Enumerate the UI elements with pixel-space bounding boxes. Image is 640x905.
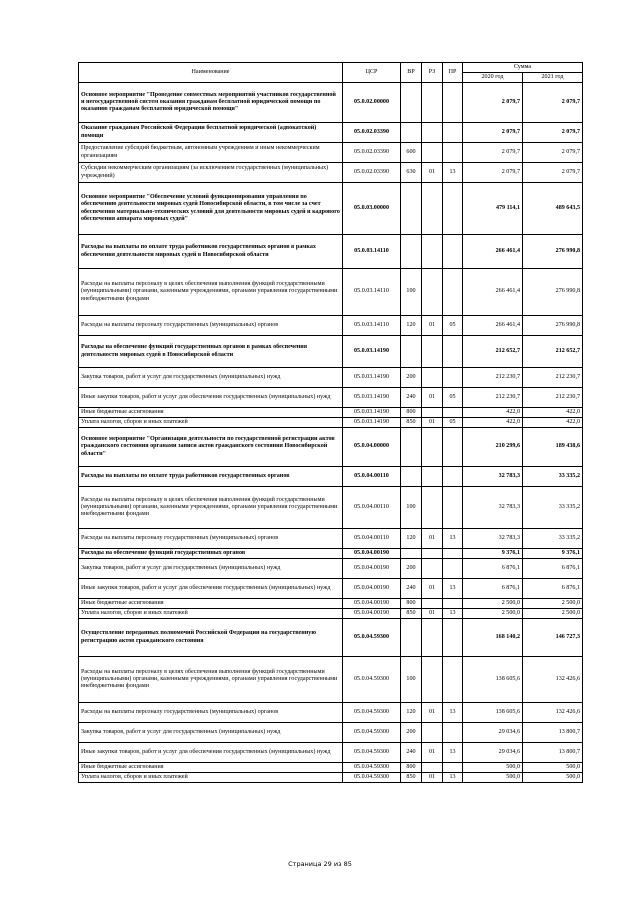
- table-row: [79, 703, 583, 723]
- cell-s2: 500,0: [523, 763, 583, 773]
- table-row: [79, 336, 583, 368]
- cell-s1: 138 605,6: [463, 703, 523, 723]
- cell-csr: 05.0.02.03390: [343, 163, 401, 183]
- cell-s1: 210 299,6: [463, 428, 523, 467]
- cell-s1: 32 783,3: [463, 529, 523, 549]
- cell-s2: 13 800,7: [523, 743, 583, 763]
- cell-s1: 2 500,0: [463, 599, 523, 609]
- cell-name: Расходы на обеспечение функций государственных органов в рамках обеспечения деятельности мировых судей в Новосибирской области: [79, 336, 343, 368]
- cell-vr: 850: [401, 773, 422, 783]
- cell-vr: 100: [401, 269, 422, 316]
- cell-s2: 276 990,8: [523, 235, 583, 269]
- cell-rz: 01: [422, 163, 443, 183]
- cell-name: Основное мероприятие "Обеспечение условий функционирования управления по обеспечению деятельности мировых судей Новосибирской области, в том числе за счет обеспечения материально-технических условий для деятельности мировых судей и кадрового обеспечения аппарата мировых судей": [79, 183, 343, 235]
- cell-name: Уплата налогов, сборов и иных платежей: [79, 773, 343, 783]
- cell-vr: 200: [401, 559, 422, 579]
- cell-s2: 2 079,7: [523, 123, 583, 143]
- cell-rz: [422, 599, 443, 609]
- cell-name: Расходы на выплаты персоналу государственных (муниципальных) органов: [79, 529, 343, 549]
- table-row: [79, 723, 583, 743]
- cell-vr: 200: [401, 723, 422, 743]
- cell-s1: 500,0: [463, 763, 523, 773]
- table-row: [79, 235, 583, 269]
- cell-vr: 120: [401, 316, 422, 336]
- cell-s1: 266 461,4: [463, 269, 523, 316]
- cell-s2: 6 876,1: [523, 579, 583, 599]
- cell-csr: 05.0.03.14110: [343, 269, 401, 316]
- cell-rz: 01: [422, 579, 443, 599]
- table-row: [79, 549, 583, 559]
- cell-s2: 276 990,8: [523, 316, 583, 336]
- cell-name: Уплата налогов, сборов и иных платежей: [79, 609, 343, 619]
- cell-rz: [422, 183, 443, 235]
- cell-rz: [422, 368, 443, 388]
- cell-s1: 212 652,7: [463, 336, 523, 368]
- cell-s2: 2 079,7: [523, 143, 583, 163]
- cell-pr: [443, 183, 463, 235]
- cell-name: Иные бюджетные ассигнования: [79, 408, 343, 418]
- cell-s1: 138 605,6: [463, 657, 523, 703]
- header-pr: ПР: [443, 63, 463, 83]
- cell-name: Закупка товаров, работ и услуг для государственных (муниципальных) нужд: [79, 559, 343, 579]
- table-row: [79, 487, 583, 529]
- table-row: [79, 559, 583, 579]
- cell-pr: [443, 123, 463, 143]
- cell-csr: 05.0.02.03390: [343, 143, 401, 163]
- cell-csr: 05.0.04.00190: [343, 559, 401, 579]
- cell-s2: 422,0: [523, 418, 583, 428]
- cell-name: Субсидии некоммерческим организациям (за исключением государственных (муниципальных) учреждений): [79, 163, 343, 183]
- table-row: [79, 143, 583, 163]
- cell-s1: 422,0: [463, 418, 523, 428]
- cell-rz: [422, 487, 443, 529]
- cell-s2: 6 876,1: [523, 559, 583, 579]
- cell-vr: 850: [401, 418, 422, 428]
- cell-s2: 33 335,2: [523, 529, 583, 549]
- cell-rz: [422, 336, 443, 368]
- cell-rz: [422, 235, 443, 269]
- cell-rz: [422, 123, 443, 143]
- cell-s2: 276 990,8: [523, 269, 583, 316]
- cell-csr: 05.0.04.59300: [343, 619, 401, 657]
- cell-s1: 212 230,7: [463, 368, 523, 388]
- cell-pr: 13: [443, 529, 463, 549]
- header-vr: ВР: [401, 63, 422, 83]
- table-row: [79, 743, 583, 763]
- header-year-2021: 2021 год: [523, 73, 583, 83]
- cell-name: Иные бюджетные ассигнования: [79, 763, 343, 773]
- cell-s2: 33 335,2: [523, 487, 583, 529]
- cell-vr: [401, 428, 422, 467]
- cell-s1: 32 783,3: [463, 467, 523, 487]
- cell-s1: 212 230,7: [463, 388, 523, 408]
- cell-s1: 266 461,4: [463, 235, 523, 269]
- cell-s1: 2 079,7: [463, 143, 523, 163]
- table-row: [79, 269, 583, 316]
- cell-pr: [443, 467, 463, 487]
- cell-s2: 2 500,0: [523, 609, 583, 619]
- cell-name: Основное мероприятие "Организация деятельности по государственной регистрации актов гражданского состояния органами записи актов гражданского состояния Новосибирской области": [79, 428, 343, 467]
- cell-s2: 500,0: [523, 773, 583, 783]
- cell-pr: [443, 559, 463, 579]
- cell-s1: 2 079,7: [463, 163, 523, 183]
- cell-s1: 500,0: [463, 773, 523, 783]
- cell-csr: 05.0.04.00110: [343, 529, 401, 549]
- cell-rz: 01: [422, 773, 443, 783]
- table-row: [79, 83, 583, 123]
- table-row: [79, 418, 583, 428]
- cell-rz: [422, 408, 443, 418]
- cell-csr: 05.0.04.00190: [343, 609, 401, 619]
- cell-name: Расходы на выплаты персоналу в целях обеспечения выполнения функций государственными (муниципальными) органами, казенными учреждениями, органами управления государственными внебюджетными фондами: [79, 269, 343, 316]
- cell-s2: 212 230,7: [523, 368, 583, 388]
- table-row: [79, 408, 583, 418]
- cell-vr: [401, 619, 422, 657]
- cell-pr: [443, 368, 463, 388]
- cell-csr: 05.0.04.00000: [343, 428, 401, 467]
- cell-s2: 212 652,7: [523, 336, 583, 368]
- cell-pr: [443, 83, 463, 123]
- cell-name: Расходы на выплаты по оплате труда работников государственных органов: [79, 467, 343, 487]
- cell-s1: 2 500,0: [463, 609, 523, 619]
- cell-pr: [443, 235, 463, 269]
- cell-s1: 29 034,6: [463, 743, 523, 763]
- cell-csr: 05.0.04.59300: [343, 763, 401, 773]
- cell-name: Иные закупки товаров, работ и услуг для обеспечения государственных (муниципальных) нужд: [79, 743, 343, 763]
- cell-s2: 422,0: [523, 408, 583, 418]
- cell-vr: 630: [401, 163, 422, 183]
- table-row: [79, 163, 583, 183]
- cell-rz: 01: [422, 529, 443, 549]
- cell-rz: [422, 619, 443, 657]
- cell-name: Осуществление переданных полномочий Российской Федерации на государственную регистрацию актов гражданского состояния: [79, 619, 343, 657]
- cell-vr: [401, 235, 422, 269]
- cell-s2: 13 800,7: [523, 723, 583, 743]
- cell-pr: [443, 487, 463, 529]
- cell-name: Расходы на выплаты по оплате труда работников государственных органов в рамках обеспечения деятельности мировых судей в Новосибирской области: [79, 235, 343, 269]
- cell-pr: [443, 549, 463, 559]
- cell-name: Оказание гражданам Российской Федерации бесплатной юридической (адвокатской) помощи: [79, 123, 343, 143]
- cell-csr: 05.0.04.59300: [343, 703, 401, 723]
- cell-name: Закупка товаров, работ и услуг для государственных (муниципальных) нужд: [79, 723, 343, 743]
- cell-rz: 01: [422, 388, 443, 408]
- cell-csr: 05.0.03.14190: [343, 418, 401, 428]
- cell-csr: 05.0.03.14190: [343, 336, 401, 368]
- cell-pr: [443, 269, 463, 316]
- cell-rz: [422, 559, 443, 579]
- cell-vr: 240: [401, 743, 422, 763]
- cell-vr: 800: [401, 408, 422, 418]
- cell-pr: 13: [443, 773, 463, 783]
- cell-vr: 100: [401, 657, 422, 703]
- cell-pr: [443, 619, 463, 657]
- cell-s1: 479 114,1: [463, 183, 523, 235]
- header-rz: РЗ: [422, 63, 443, 83]
- cell-vr: [401, 549, 422, 559]
- table-row: [79, 368, 583, 388]
- cell-vr: 600: [401, 143, 422, 163]
- table-row: [79, 657, 583, 703]
- cell-s2: 132 426,6: [523, 657, 583, 703]
- cell-s1: 2 079,7: [463, 123, 523, 143]
- cell-csr: 05.0.02.00000: [343, 83, 401, 123]
- cell-s2: 2 500,0: [523, 599, 583, 609]
- cell-name: Расходы на выплаты персоналу в целях обеспечения выполнения функций государственными (муниципальными) органами, казенными учреждениями, органами управления государственными внебюджетными фондами: [79, 657, 343, 703]
- cell-rz: [422, 657, 443, 703]
- cell-name: Закупка товаров, работ и услуг для государственных (муниципальных) нужд: [79, 368, 343, 388]
- page-number: Страница 29 из 85: [288, 860, 352, 868]
- cell-vr: 120: [401, 703, 422, 723]
- cell-rz: [422, 467, 443, 487]
- cell-vr: 800: [401, 763, 422, 773]
- cell-pr: 13: [443, 743, 463, 763]
- cell-csr: 05.0.04.00110: [343, 467, 401, 487]
- cell-csr: 05.0.04.59300: [343, 723, 401, 743]
- cell-pr: 13: [443, 163, 463, 183]
- cell-s2: 33 335,2: [523, 467, 583, 487]
- table-row: [79, 579, 583, 599]
- cell-pr: [443, 336, 463, 368]
- cell-s2: 146 727,3: [523, 619, 583, 657]
- table-row: [79, 619, 583, 657]
- table-row: [79, 763, 583, 773]
- cell-rz: 01: [422, 609, 443, 619]
- cell-s1: 6 876,1: [463, 579, 523, 599]
- cell-csr: 05.0.04.00110: [343, 487, 401, 529]
- cell-name: Уплата налогов, сборов и иных платежей: [79, 418, 343, 428]
- cell-csr: 05.0.03.14110: [343, 235, 401, 269]
- cell-name: Расходы на выплаты персоналу государственных (муниципальных) органов: [79, 316, 343, 336]
- table-row: [79, 773, 583, 783]
- cell-rz: [422, 428, 443, 467]
- cell-csr: 05.0.03.14190: [343, 408, 401, 418]
- table-row: [79, 529, 583, 549]
- cell-csr: 05.0.03.14110: [343, 316, 401, 336]
- cell-csr: 05.0.03.14190: [343, 388, 401, 408]
- cell-rz: 01: [422, 418, 443, 428]
- cell-pr: [443, 657, 463, 703]
- cell-rz: [422, 143, 443, 163]
- cell-name: Предоставление субсидий бюджетным, автономным учреждениям и иным некоммерческим организациям: [79, 143, 343, 163]
- cell-vr: 800: [401, 599, 422, 609]
- cell-pr: 13: [443, 703, 463, 723]
- cell-csr: 05.0.03.00000: [343, 183, 401, 235]
- cell-csr: 05.0.02.03390: [343, 123, 401, 143]
- table-row: [79, 467, 583, 487]
- cell-s2: 2 079,7: [523, 83, 583, 123]
- header-csr: ЦСР: [343, 63, 401, 83]
- cell-s1: 32 783,3: [463, 487, 523, 529]
- cell-vr: [401, 123, 422, 143]
- cell-pr: 05: [443, 388, 463, 408]
- cell-pr: [443, 428, 463, 467]
- cell-csr: 05.0.04.00190: [343, 549, 401, 559]
- cell-pr: 13: [443, 579, 463, 599]
- cell-vr: 200: [401, 368, 422, 388]
- header-year-2020: 2020 год: [463, 73, 523, 83]
- cell-vr: 100: [401, 487, 422, 529]
- cell-pr: 05: [443, 418, 463, 428]
- cell-s1: 29 034,6: [463, 723, 523, 743]
- header-sum: Сумма: [463, 63, 583, 73]
- cell-s1: 9 376,1: [463, 549, 523, 559]
- cell-rz: [422, 269, 443, 316]
- cell-rz: [422, 549, 443, 559]
- table-body: [79, 83, 583, 783]
- cell-csr: 05.0.03.14190: [343, 368, 401, 388]
- cell-name: Расходы на выплаты персоналу государственных (муниципальных) органов: [79, 703, 343, 723]
- cell-pr: 13: [443, 609, 463, 619]
- budget-table: [78, 62, 583, 783]
- cell-vr: [401, 467, 422, 487]
- cell-s1: 266 461,4: [463, 316, 523, 336]
- cell-csr: 05.0.04.00190: [343, 599, 401, 609]
- cell-s1: 422,0: [463, 408, 523, 418]
- cell-s2: 2 079,7: [523, 163, 583, 183]
- cell-vr: [401, 183, 422, 235]
- cell-csr: 05.0.04.59300: [343, 773, 401, 783]
- table-row: [79, 316, 583, 336]
- cell-name: Основное мероприятие "Проведение совместных мероприятий участников государственной и негосударственной систем оказания гражданам бесплатной юридической помощи по оказанию гражданам бесплатной юридической помощи": [79, 83, 343, 123]
- cell-name: Расходы на выплаты персоналу в целях обеспечения выполнения функций государственными (муниципальными) органами, казенными учреждениями, органами управления государственными внебюджетными фондами: [79, 487, 343, 529]
- cell-vr: 120: [401, 529, 422, 549]
- cell-vr: 240: [401, 579, 422, 599]
- cell-vr: [401, 83, 422, 123]
- cell-csr: 05.0.04.59300: [343, 743, 401, 763]
- cell-rz: [422, 723, 443, 743]
- cell-vr: 850: [401, 609, 422, 619]
- cell-pr: 05: [443, 316, 463, 336]
- cell-s2: 489 643,5: [523, 183, 583, 235]
- cell-s1: 6 876,1: [463, 559, 523, 579]
- cell-s2: 212 230,7: [523, 388, 583, 408]
- table-header: [79, 63, 583, 83]
- cell-rz: [422, 83, 443, 123]
- table-row: [79, 599, 583, 609]
- cell-csr: 05.0.04.00190: [343, 579, 401, 599]
- cell-rz: 01: [422, 703, 443, 723]
- cell-vr: 240: [401, 388, 422, 408]
- cell-s1: 168 140,2: [463, 619, 523, 657]
- cell-s2: 189 438,6: [523, 428, 583, 467]
- table-row: [79, 183, 583, 235]
- cell-pr: [443, 763, 463, 773]
- table-row: [79, 123, 583, 143]
- cell-s1: 2 079,7: [463, 83, 523, 123]
- cell-name: Иные бюджетные ассигнования: [79, 599, 343, 609]
- cell-pr: [443, 599, 463, 609]
- table-row: [79, 388, 583, 408]
- cell-s2: 132 426,6: [523, 703, 583, 723]
- cell-vr: [401, 336, 422, 368]
- cell-pr: [443, 408, 463, 418]
- cell-pr: [443, 723, 463, 743]
- cell-name: Расходы на обеспечение функций государственных органов: [79, 549, 343, 559]
- cell-name: Иные закупки товаров, работ и услуг для обеспечения государственных (муниципальных) нужд: [79, 388, 343, 408]
- table-row: [79, 428, 583, 467]
- cell-pr: [443, 143, 463, 163]
- cell-s2: 9 376,1: [523, 549, 583, 559]
- cell-rz: [422, 763, 443, 773]
- header-name: Наименование: [79, 63, 343, 83]
- cell-rz: 01: [422, 316, 443, 336]
- cell-name: Иные закупки товаров, работ и услуг для обеспечения государственных (муниципальных) нужд: [79, 579, 343, 599]
- cell-rz: 01: [422, 743, 443, 763]
- cell-csr: 05.0.04.59300: [343, 657, 401, 703]
- table-row: [79, 609, 583, 619]
